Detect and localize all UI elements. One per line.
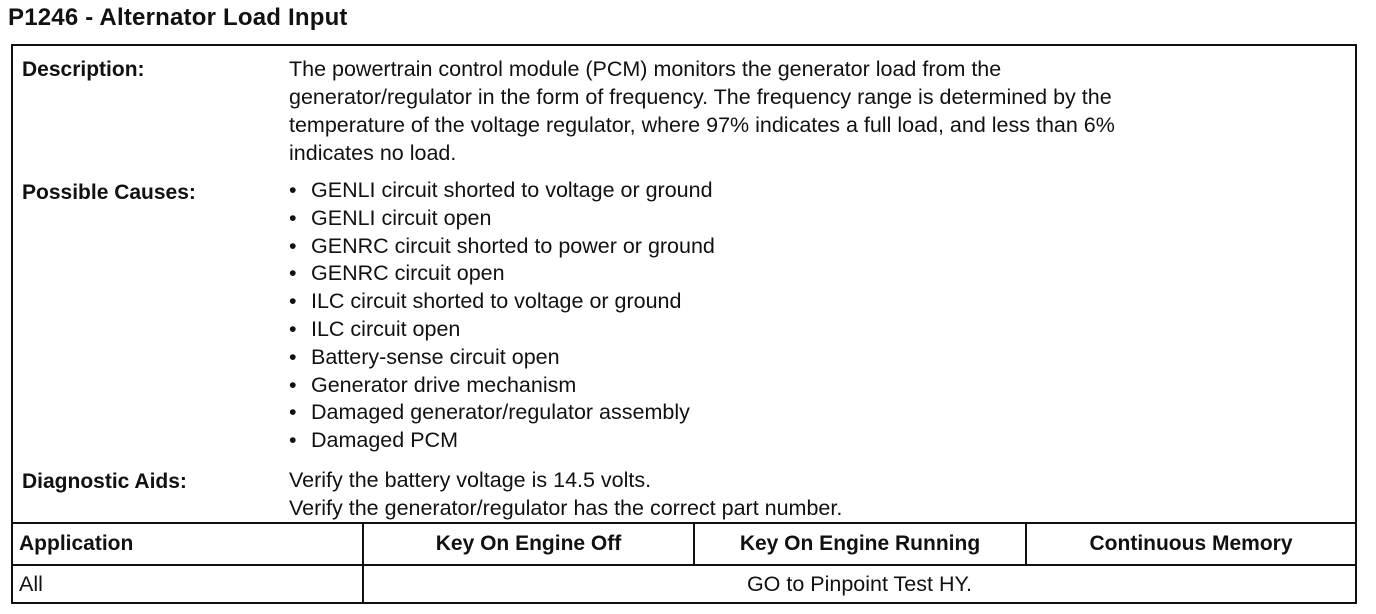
bullet-icon: • bbox=[289, 428, 297, 453]
header-key-on-engine-off: Key On Engine Off bbox=[435, 532, 622, 555]
bullet-icon: • bbox=[289, 289, 297, 314]
description-line: indicates no load. bbox=[289, 141, 457, 165]
list-item bbox=[289, 344, 715, 372]
diagnostic-aids-label: Diagnostic Aids: bbox=[22, 470, 187, 493]
cause-text: GENRC circuit open bbox=[311, 261, 505, 286]
cause-text: ILC circuit open bbox=[311, 316, 461, 341]
cause-text: GENLI circuit open bbox=[311, 205, 492, 230]
possible-causes-list bbox=[289, 177, 715, 455]
bullet-icon: • bbox=[289, 316, 297, 341]
bullet-icon: • bbox=[289, 205, 297, 230]
cause-text: GENRC circuit shorted to power or ground bbox=[311, 233, 715, 258]
list-item bbox=[289, 372, 715, 400]
header-continuous-memory: Continuous Memory bbox=[1089, 532, 1293, 555]
cause-text: Generator drive mechanism bbox=[311, 372, 577, 397]
header-application: Application bbox=[19, 532, 134, 555]
description-line: The powertrain control module (PCM) monitors the generator load from the bbox=[289, 57, 1002, 81]
description-line: generator/regulator in the form of frequency. The frequency range is determined by the bbox=[289, 85, 1112, 109]
list-item bbox=[289, 399, 715, 427]
possible-causes-label: Possible Causes: bbox=[22, 181, 196, 204]
list-item bbox=[289, 288, 715, 316]
description-line: temperature of the voltage regulator, where 97% indicates a full load, and less than 6% bbox=[289, 113, 1115, 137]
diagnostic-aids-text bbox=[289, 466, 842, 522]
table-top-divider bbox=[13, 522, 1355, 524]
cause-text: Damaged PCM bbox=[311, 428, 458, 453]
cause-text: Battery-sense circuit open bbox=[311, 344, 560, 369]
description-label: Description: bbox=[22, 58, 145, 81]
bullet-icon: • bbox=[289, 372, 297, 397]
cell-action: GO to Pinpoint Test HY. bbox=[746, 572, 973, 596]
cell-application: All bbox=[19, 572, 43, 596]
bullet-icon: • bbox=[289, 233, 297, 258]
diagnostic-aids-line: Verify the generator/regulator has the correct part number. bbox=[289, 496, 843, 520]
list-item bbox=[289, 427, 715, 455]
list-item bbox=[289, 205, 715, 233]
cause-text: ILC circuit shorted to voltage or ground bbox=[311, 289, 682, 314]
bullet-icon: • bbox=[289, 344, 297, 369]
cause-text: Damaged generator/regulator assembly bbox=[311, 400, 690, 425]
list-item bbox=[289, 260, 715, 288]
bullet-icon: • bbox=[289, 261, 297, 286]
bullet-icon: • bbox=[289, 178, 297, 202]
header-key-on-engine-running: Key On Engine Running bbox=[739, 532, 981, 555]
diagnostic-aids-line: Verify the battery voltage is 14.5 volts. bbox=[289, 468, 652, 492]
bullet-icon: • bbox=[289, 400, 297, 425]
table-header-divider bbox=[13, 564, 1355, 566]
description-text bbox=[289, 55, 1115, 167]
cause-text: GENLI circuit shorted to voltage or ground bbox=[311, 178, 713, 202]
list-item bbox=[289, 177, 715, 205]
dtc-info-table bbox=[11, 44, 1357, 604]
list-item bbox=[289, 316, 715, 344]
page-title: P1246 - Alternator Load Input bbox=[8, 4, 348, 31]
list-item bbox=[289, 233, 715, 261]
